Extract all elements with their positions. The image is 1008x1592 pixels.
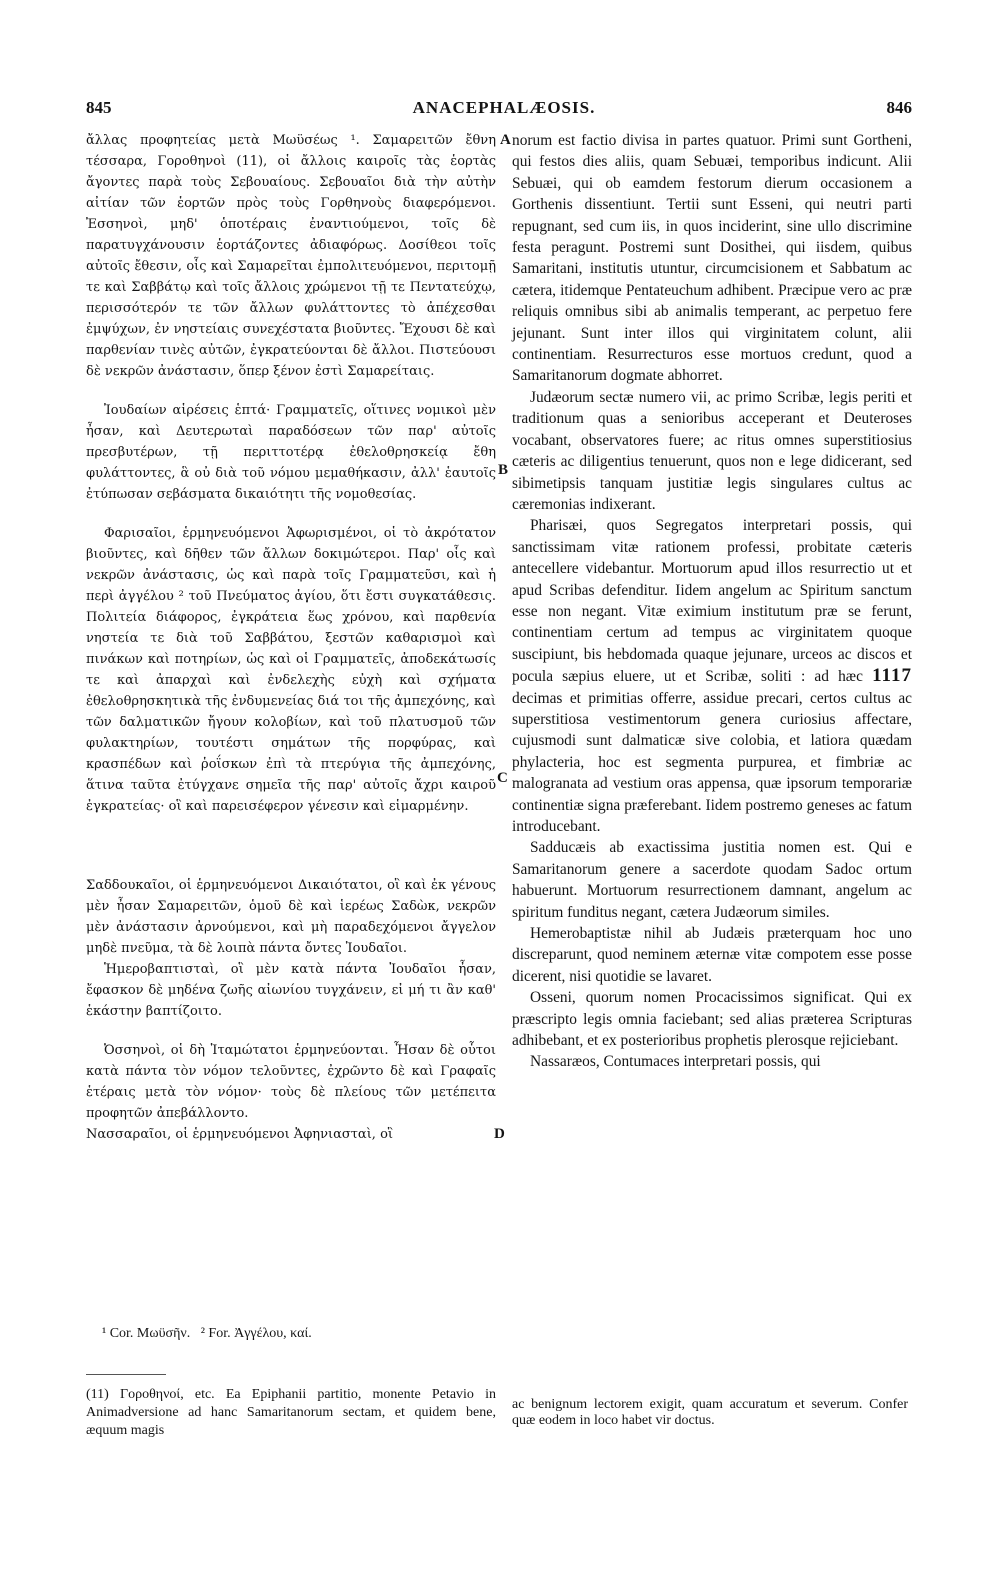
latin-paragraph-samaritans: norum est factio divisa in partes quatuor. Primi sunt Gortheni, qui festos dies aliis, quam Sebuæi, temporibus indicunt. Alii Sebuæi, qui ob eamdem festorum dierum occasionem a Gorthenis dissentiunt. Tertii sunt Esseni, qui neutri parti repugnant, sed cum iis, in quos inciderint, sine ullo discrimine festa peragunt. Postremi sunt Dosithei, qui iisdem, quibus Samaritani, institutis utuntur, circumcisionem et Sabbatum ac cætera, itidemque Pentateuchum adhibent. Præcipue vero ac præ reliquis omnibus sibi ab animalis temperant, ac perpetuo fere jejunant. Sunt inter illos qui virginitatem colunt, alii continentiam. Resurrecturos esse mortuos credunt, quod a Samaritanorum dogmate abhorret. bbox=[512, 132, 912, 385]
greek-paragraph-sadducees: Σαδδουκαῖοι, οἱ ἑρμηνευόμενοι Δικαιότατοι, οἳ καὶ ἐκ γένους μὲν ἦσαν Σαμαρειτῶν, ὁμοῦ δὲ καὶ ἱερέως Σαδὼκ, νεκρῶν μὲν ἀνάστασιν ἀρνούμενοι, καὶ μὴ παραδεχόμενοι ἄγγελον μηδὲ πνεῦμα, τὰ δὲ λοιπὰ πάντα ὄντες Ἰουδαῖοι. bbox=[86, 878, 496, 956]
greek-paragraph-scribes: Ἰουδαίων αἱρέσεις ἑπτά· Γραμματεῖς, οἵτινες νομικοὶ μὲν ἦσαν, καὶ Δευτερωταὶ παραδόσεων τῶν παρ' αὐτοῖς πρεσβυτέρων, τῇ περιττοτέρᾳ ἐθελοθρησκείᾳ ἔθη φυλάττοντες, ἃ οὐ διὰ τοῦ νόμου μεμαθήκασιν, ἀλλ' ἑαυτοῖς ἐτύπωσαν σεβάσματα δικαιότητι τῆς νομοθεσίας. bbox=[86, 403, 496, 502]
greek-paragraph-pharisees: Φαρισαῖοι, ἑρμηνευόμενοι Ἀφωρισμένοι, οἱ τὸ ἀκρότατον βιοῦντες, καὶ δῆθεν τῶν ἄλλων δοκιμώτεροι. Παρ' οἷς καὶ νεκρῶν ἀνάστασις, ὡς καὶ παρὰ τοῖς Γραμματεῦσι, καὶ ἡ περὶ ἀγγέλου ² τοῦ Πνεύματος ἁγίου, ὅτι ἔστι συγκατάθεσις. Πολιτεία διάφορος, ἐγκράτεια ἕως χρόνου, καὶ παρθενία νηστεία τε διὰ τοῦ Σαββάτου, ξεστῶν καθαρισμοὶ καὶ πινάκων καὶ ποτηρίων, ὡς καὶ οἱ Γραμματεῖς, ἀποδεκάτωσίς τε καὶ ἀπαρχαὶ καὶ ἐνδελεχὴς εὐχὴ καὶ σχήματα ἐθελοθρησκητικὰ τῆς ἐνδυμενείας διά τοι τῆς ἀμπεχόνης, καὶ τῶν δαλματικῶν ἤγουν κολοβίων, καὶ τοῦ πλατυσμοῦ τῶν φυλακτηρίων, τουτέστι σημάτων τῆς πορφύρας, καὶ κρασπέδων καὶ ῥοΐσκων ἐπὶ τὰ πτερύγια τῆς ἀμπεχόνης, ἅτινα ταῦτα ἐτύγχανε σημεῖα τῆς παρ' αὐτοῖς ἄχρι καιροῦ ἐγκρατείας· οἳ καὶ παρεισέφερον γένεσιν καὶ εἱμαρμένην. bbox=[86, 526, 496, 814]
latin-paragraph-scribes: Judæorum sectæ numero vii, ac primo Scribæ, legis periti et traditionum quas a senioribus acceperant et Deuteroses vocabant, observatores fuere; ac ritus omnes superstitiosius cæteris ac diligentius tenuerunt, quos non e lege didicerant, sed sibimetipsis tanquam justitiæ legis singulares cultus ac cæremonias indixerant. bbox=[512, 388, 912, 513]
textual-note-1: ¹ Cor. Μωϋσῆν. bbox=[102, 1326, 191, 1341]
textual-notes bbox=[102, 1326, 498, 1342]
section-marker-a: A bbox=[500, 132, 511, 148]
section-marker-d: D bbox=[494, 1126, 505, 1142]
latin-paragraph-pharisees bbox=[512, 515, 912, 837]
latin-pharisees-text-b: decimas et primitias offerre, assidue precari, certos cultus ac superstitiosa vestimentorum genera curiosius affectare, cujusmodi sunt dalmaticæ sive colobia, et latiora quædam phylacteria, hoc est segmenta purpurea, et fimbriæ ac malogranata ad vestium oras appensa, quæ ipsorum temporariæ continentiæ signa præferebant. Iidem postremo geneses ac fatum introducebant. bbox=[512, 689, 912, 835]
section-marker-b: B bbox=[498, 462, 509, 478]
running-title: ANACEPHALÆOSIS. bbox=[412, 98, 596, 117]
latin-paragraph-hemerobaptists: Hemerobaptistæ nihil ab Judæis præterquam hoc uno discreparunt, quod neminem æternæ vitæ compotem esse posse dicerent, nisi quotidie se lavaret. bbox=[512, 925, 912, 985]
footnote-left: (11) Γοροθηνοί, etc. Ea Epiphanii partitio, monente Petavio in Animadversione ad hanc Samaritanorum sectam, et quidem bene, æquum magis bbox=[86, 1387, 496, 1438]
latin-paragraph-osseni: Osseni, quorum nomen Procacissimos significat. Qui ex præscripto legis omnia faciebant; sed alias præterea Scripturas adhibebant, et ex posterioribus prophetis plerosque rejiciebant. bbox=[512, 989, 912, 1050]
greek-paragraph-hemerobaptists: Ἡμεροβαπτισταὶ, οἳ μὲν κατὰ πάντα Ἰουδαῖοι ἦσαν, ἔφασκον δὲ μηδένα ζωῆς αἰωνίου τυγχάνειν, εἰ μή τι ἂν καθ' ἑκάστην βαπτίζοιτο. bbox=[86, 962, 496, 1019]
latin-paragraph-nassaraei: Nassaræos, Contumaces interpretari possis, qui bbox=[530, 1053, 821, 1071]
left-page-number: 845 bbox=[86, 98, 112, 117]
textual-note-2: ² For. Ἀγγέλου, καί. bbox=[200, 1326, 312, 1341]
latin-pharisees-text-a: Pharisæi, quos Segregatos interpretari possis, qui sanctissimam vitæ rationem professi, probitate cæteris antecellere videbantur. Mortuorum apud illos resurrectio ut et apud Scribas defenditur. Iidem angelum ac Spiritum sanctum esse non negant. Vitæ eximium institutum præ se ferunt, continentiam certum ad tempus ac virginitatem quoque suscipiunt, bis hebdomada quaque jejunare, urceos ac discos et pocula sæpius eluere, ut et Scribæ, soliti : ad hæc bbox=[512, 517, 912, 686]
reference-number: 1117 bbox=[872, 665, 912, 687]
greek-paragraph-osseni: Ὀσσηνοὶ, οἱ δὴ Ἰταμώτατοι ἑρμηνεύονται. Ἦσαν δὲ οὗτοι κατὰ πάντα τὸν νόμον τελοῦντες, ἐχρῶντο δὲ καὶ Γραφαῖς ἑτέραις μετὰ τὸν νόμον· τοὺς δὲ πλείους τῶν μετέπειτα προφητῶν ἀπεβάλλοντο. bbox=[86, 1043, 496, 1121]
greek-paragraph-samaritans: ἄλλας προφητείας μετὰ Μωϋσέως ¹. Σαμαρειτῶν ἔθνη τέσσαρα, Γοροθηνοὶ (11), οἱ ἄλλοις καιροῖς τὰς ἑορτὰς ἄγοντες παρὰ τοὺς Σεβουαίους. Σεβουαῖοι διὰ τὴν αὐτὴν αἰτίαν τῶν ἑορτῶν πρὸς τοὺς Γορθηνοὺς διαφερόμενοι. Ἐσσηνοὶ, μηδ' ὁποτέραις ἐναντιούμενοι, τοῖς δὲ παρατυγχάνουσιν ἑορτάζοντες ἀδιαφόρως. Δοσίθεοι τοῖς αὐτοῖς ἔθεσιν, οἷς καὶ Σαμαρεῖται ἐμπολιτευόμενοι, περιτομῇ τε καὶ Σαββάτῳ καὶ τοῖς ἄλλοις χρώμενοι τῇ τε Πεντατεύχῳ, περισσότερόν τε τῶν ἄλλων φυλάττοντες τὸ ἀπέχεσθαι ἐμψύχων, ἐν νηστείαις συνεχέστατα βιοῦντες. Ἔχουσι δὲ καὶ παρθενίαν τινὲς αὐτῶν, ἐγκρατεύονται δὲ ἄλλοι. Πιστεύουσι δὲ νεκρῶν ἀνάστασιν, ὅπερ ξένον ἐστὶ Σαμαρείταις. bbox=[86, 133, 496, 379]
footnote-right: ac benignum lectorem exigit, quam accuratum et severum. Confer quæ eodem in loco habet vir doctus. bbox=[512, 1397, 908, 1428]
greek-paragraph-nassaraei: Νασσαραῖοι, οἱ ἑρμηνευόμενοι Ἀφηνιασταὶ, οἳ bbox=[86, 1127, 393, 1142]
greek-column bbox=[86, 130, 496, 1145]
latin-column bbox=[512, 130, 912, 1073]
footnote-rule bbox=[86, 1374, 166, 1375]
section-marker-c: C bbox=[497, 770, 508, 786]
right-page-number: 846 bbox=[886, 98, 912, 117]
latin-paragraph-sadducees: Sadducæis ab exactissima justitia nomen est. Qui e Samaritanorum genere a sacerdote quodam Sadoc ortum habuerunt. Mortuorum resurrectionem damnant, angelum ac spiritum funditus negant, cætera Judæorum similes. bbox=[512, 839, 912, 921]
